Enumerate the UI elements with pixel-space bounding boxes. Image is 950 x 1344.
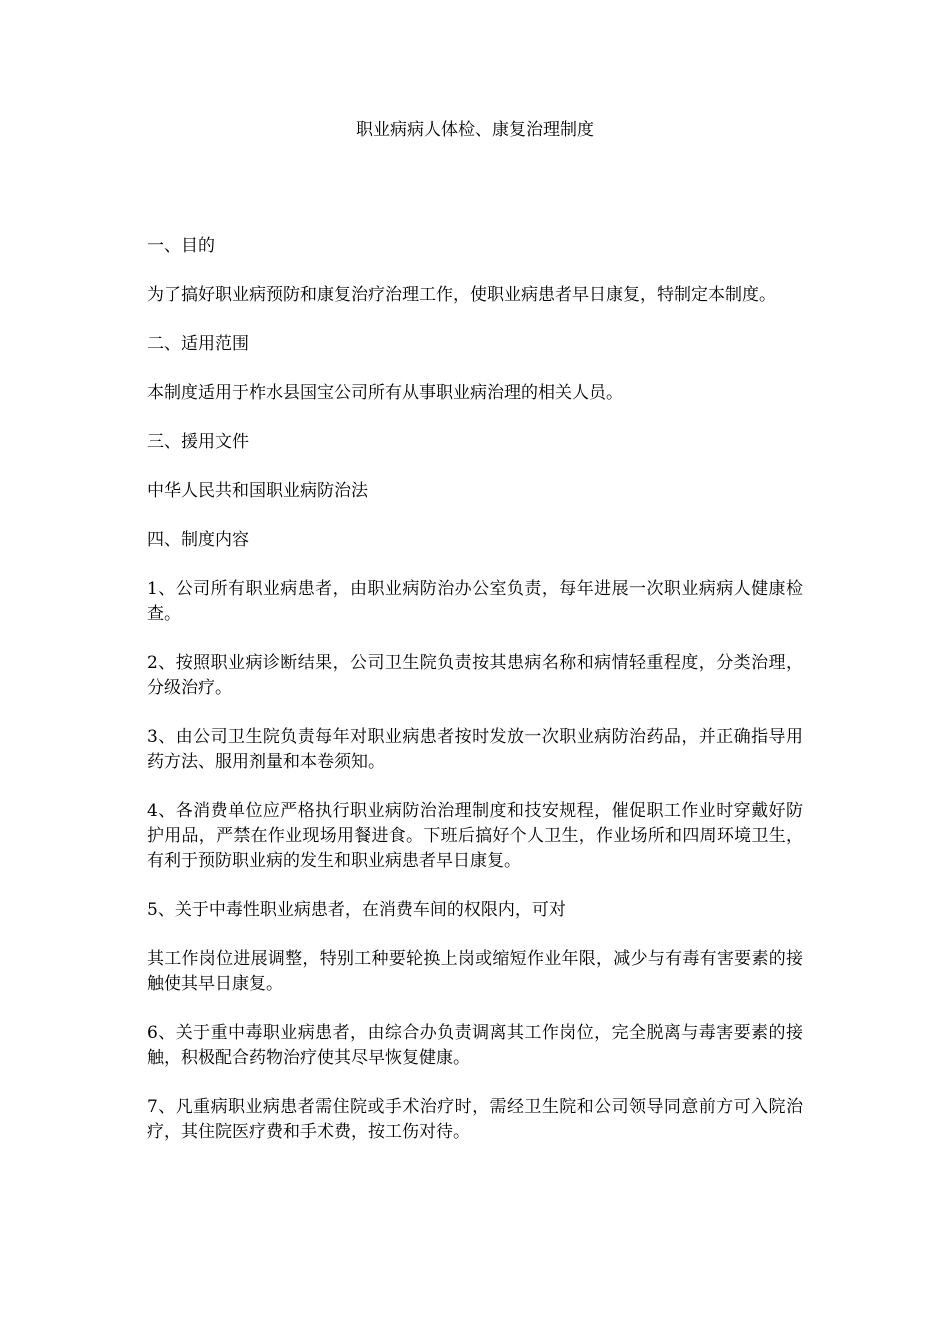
list-item: 其工作岗位进展调整，特别工种要轮换上岗或缩短作业年限，减少与有毒有害要素的接触使其早日康复。 [147, 949, 803, 994]
list-item: 1、公司所有职业病患者，由职业病防治办公室负责，每年进展一次职业病病人健康检查。 [147, 579, 803, 624]
section-heading-scope: 二、适用范围 [147, 334, 249, 354]
document-title: 职业病病人体检、康复治理制度 [356, 120, 594, 140]
list-item: 6、关于重中毒职业病患者，由综合办负责调离其工作岗位，完全脱离与毒害要素的接触，积极配合药物治疗使其尽早恢复健康。 [147, 1023, 803, 1068]
list-item: 7、凡重病职业病患者需住院或手术治疗时，需经卫生院和公司领导同意前方可入院治疗，其住院医疗费和手术费，按工伤对待。 [147, 1097, 803, 1142]
section-heading-purpose: 一、目的 [147, 236, 215, 256]
paragraph-scope: 本制度适用于柞水县国宝公司所有从事职业病治理的相关人员。 [147, 383, 623, 403]
section-heading-content: 四、制度内容 [147, 530, 249, 550]
list-item: 4、各消费单位应严格执行职业病防治治理制度和技安规程，催促职工作业时穿戴好防护用品，严禁在作业现场用餐进食。下班后搞好个人卫生，作业场所和四周环境卫生，有利于预防职业病的发生和职业病患者早日康复。 [147, 801, 803, 871]
list-item: 3、由公司卫生院负责每年对职业病患者按时发放一次职业病防治药品，并正确指导用药方法、服用剂量和本卷须知。 [147, 727, 803, 772]
paragraph-references: 中华人民共和国职业病防治法 [147, 481, 368, 501]
list-item: 2、按照职业病诊断结果，公司卫生院负责按其患病名称和病情轻重程度，分类治理，分级治疗。 [147, 653, 803, 698]
document-body [147, 118, 803, 1169]
list-item: 5、关于中毒性职业病患者，在消费车间的权限内，可对 [147, 900, 566, 920]
paragraph-purpose: 为了搞好职业病预防和康复治疗治理工作，使职业病患者早日康复，特制定本制度。 [147, 285, 776, 305]
section-heading-references: 三、援用文件 [147, 432, 249, 452]
